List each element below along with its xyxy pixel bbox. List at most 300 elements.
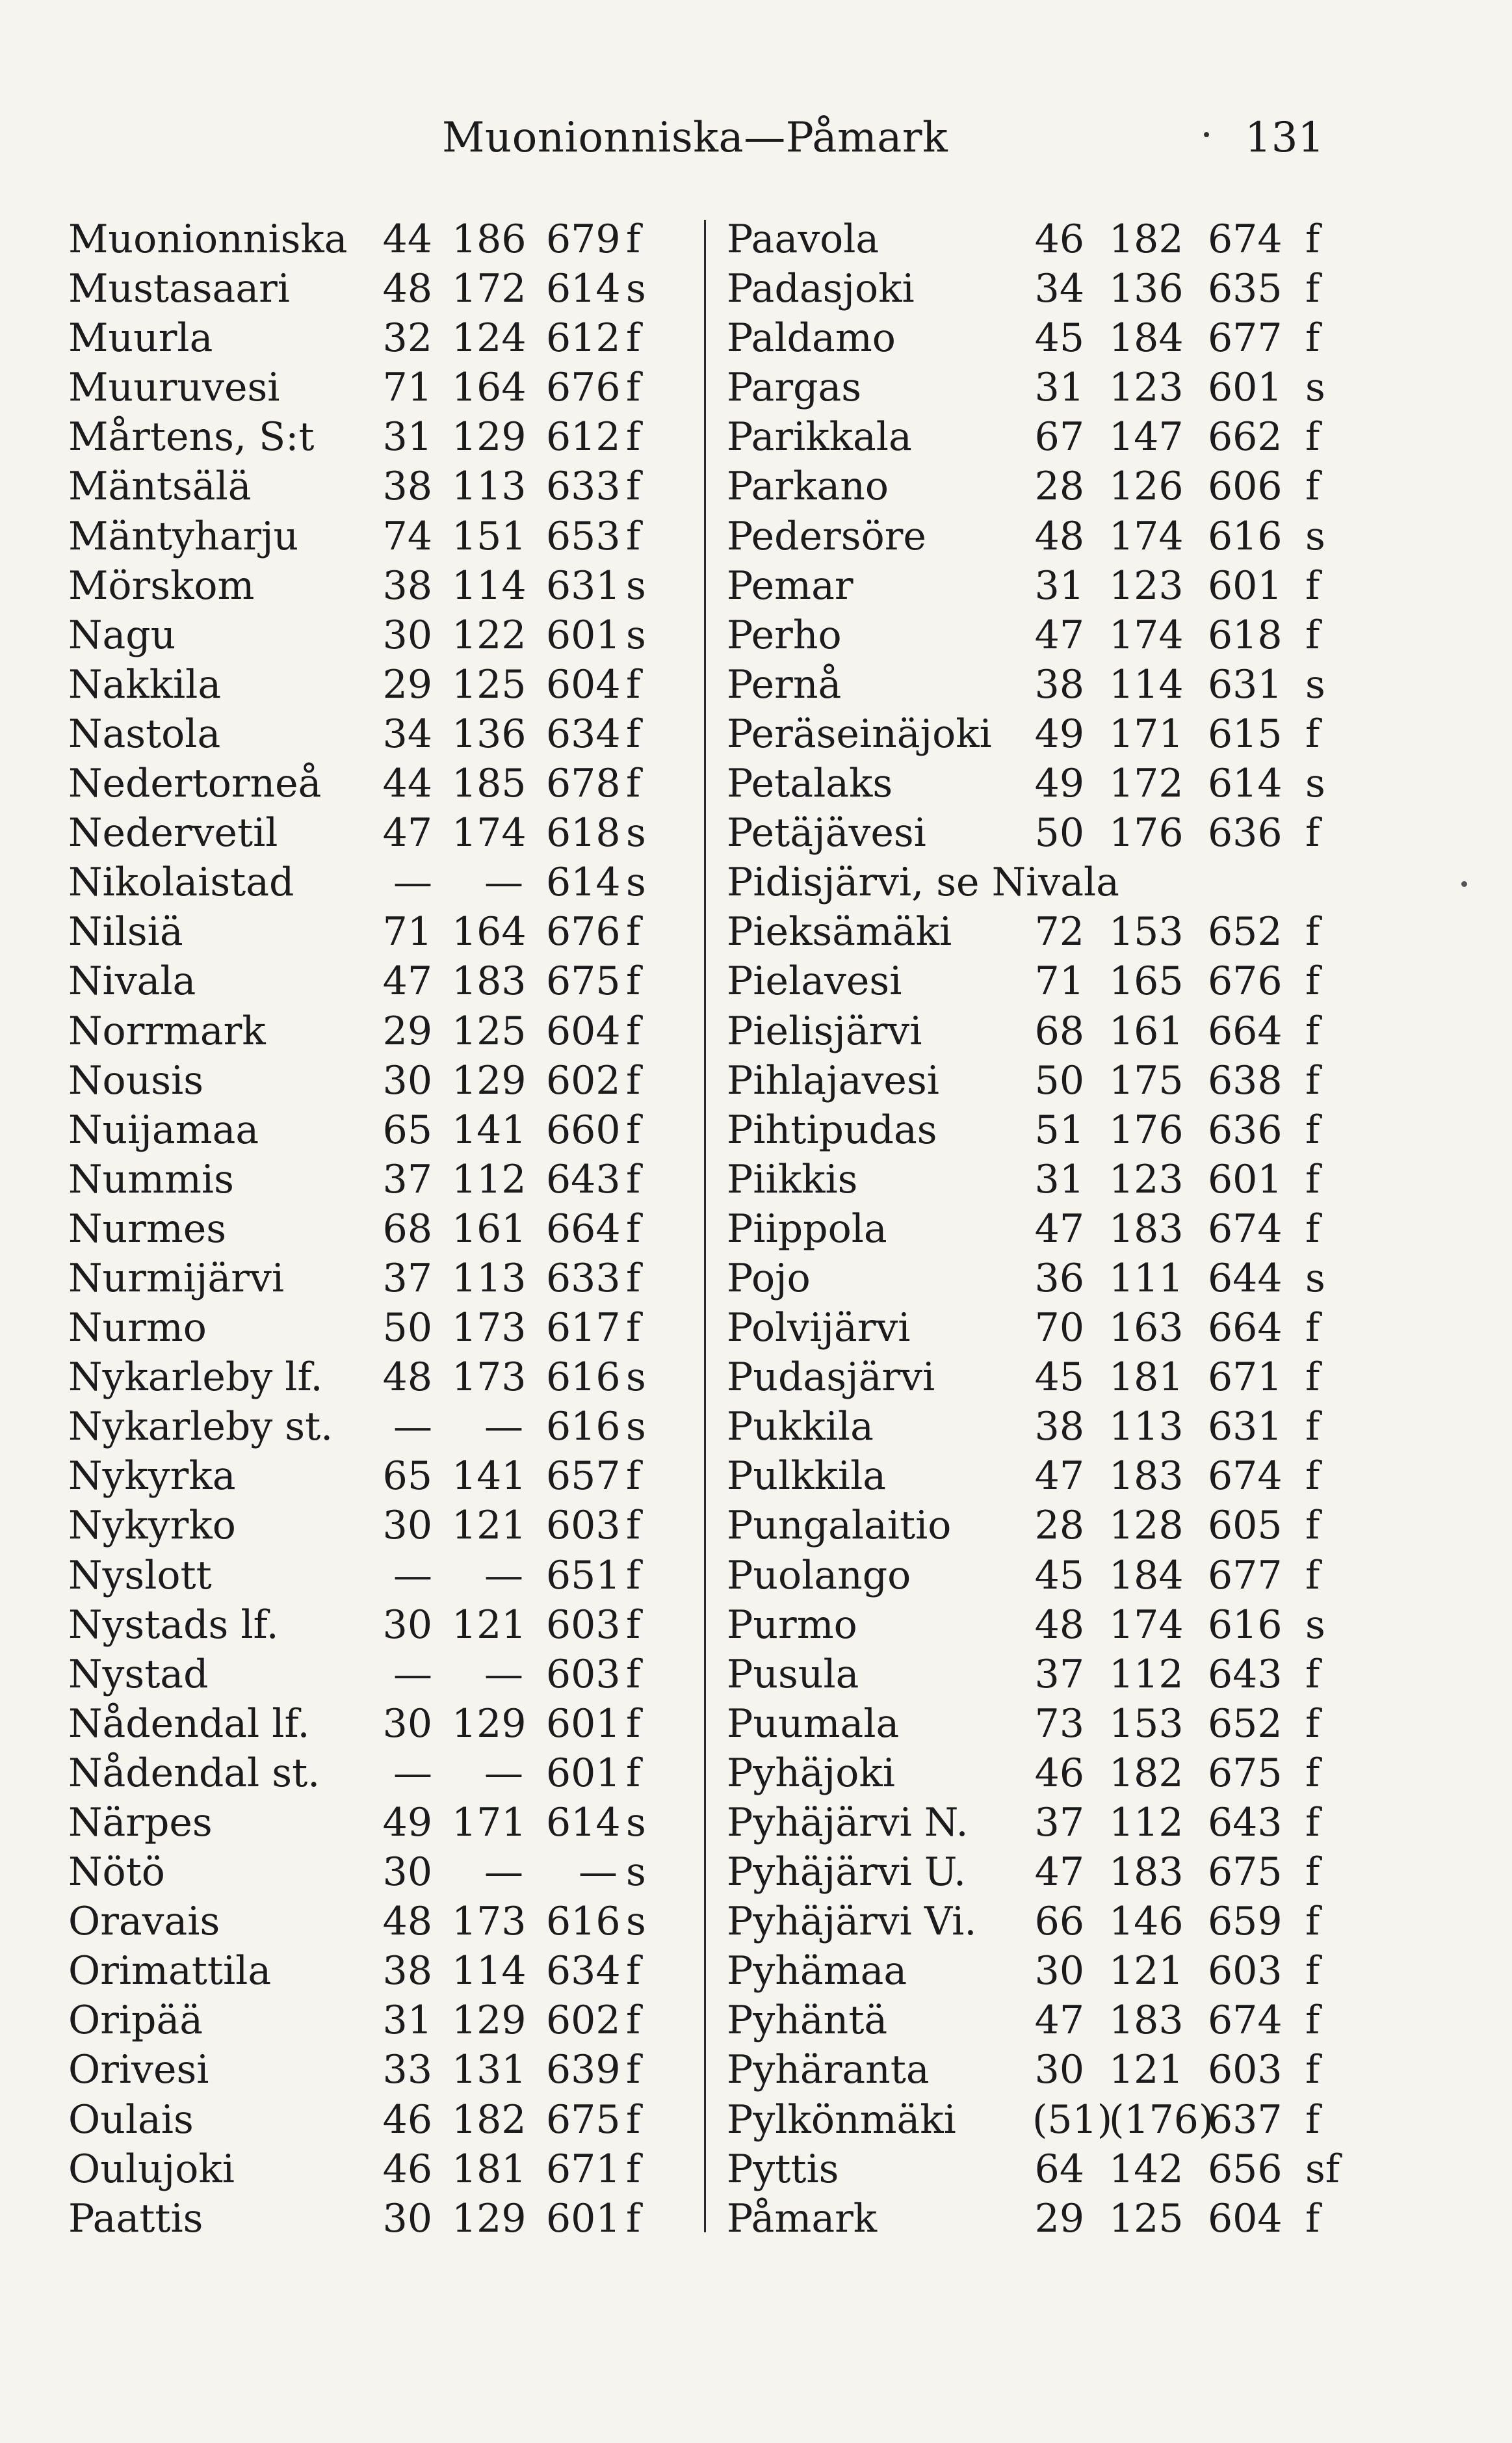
place-name: Nykarleby lf. — [68, 1354, 323, 1401]
value-3: 631 — [546, 562, 621, 609]
type-code: s — [626, 1849, 646, 1895]
value-3: 677 — [1208, 315, 1283, 362]
value-1: 45 — [1034, 315, 1084, 362]
value-2: 171 — [1109, 711, 1184, 757]
value-1: — — [393, 860, 432, 906]
value-1: 30 — [382, 1057, 432, 1103]
value-1: 64 — [1034, 2146, 1084, 2192]
type-code: f — [1305, 958, 1320, 1005]
place-name: Oripää — [68, 1998, 203, 2044]
value-3: 634 — [546, 1948, 621, 1994]
value-2: 176 — [1109, 1107, 1184, 1153]
value-2: 174 — [452, 810, 527, 856]
value-1: 38 — [382, 562, 432, 609]
value-1: — — [393, 1404, 432, 1450]
value-2: 161 — [452, 1206, 527, 1252]
table-row — [727, 1402, 1377, 1451]
value-1: 45 — [1034, 1354, 1084, 1401]
value-3: 604 — [546, 661, 621, 707]
table-row — [68, 1749, 666, 1798]
value-2: 175 — [1109, 1057, 1184, 1103]
value-1: 37 — [1034, 1800, 1084, 1845]
value-1: 30 — [382, 1503, 432, 1549]
type-code: f — [626, 2195, 641, 2241]
place-name: Perho — [727, 612, 842, 658]
place-name: Pyhämaa — [727, 1948, 907, 1994]
right-column — [727, 215, 1377, 2243]
type-code: s — [626, 1800, 646, 1845]
table-row — [727, 1204, 1377, 1254]
value-2: 181 — [1109, 1354, 1184, 1401]
value-1: 48 — [382, 1899, 432, 1945]
table-row — [68, 1650, 666, 1699]
type-code: f — [1305, 2195, 1320, 2241]
type-code: f — [626, 2146, 641, 2192]
value-1: 31 — [1034, 562, 1084, 609]
value-3: 662 — [1208, 414, 1283, 460]
value-2: — — [484, 1651, 523, 1697]
value-3: 656 — [1208, 2146, 1283, 2192]
value-1: 66 — [1034, 1899, 1084, 1945]
type-code: f — [1305, 1998, 1320, 2044]
table-row — [727, 1254, 1377, 1303]
value-1: 30 — [382, 1602, 432, 1648]
type-code: f — [626, 1305, 641, 1351]
value-3: 639 — [546, 2047, 621, 2093]
value-3: 677 — [1208, 1552, 1283, 1598]
value-3: 653 — [546, 513, 621, 559]
value-2: 141 — [452, 1453, 527, 1499]
value-1: 48 — [382, 266, 432, 312]
value-1: 46 — [382, 2146, 432, 2192]
place-name: Pudasjärvi — [727, 1354, 935, 1401]
table-row — [68, 1254, 666, 1303]
place-name: Paldamo — [727, 315, 896, 362]
type-code: f — [1305, 1700, 1320, 1747]
table-row — [68, 1600, 666, 1650]
table-row — [68, 561, 666, 611]
place-name: Nådendal lf. — [68, 1700, 310, 1747]
type-code: s — [626, 1354, 646, 1401]
type-code: f — [1305, 909, 1320, 955]
value-3: 601 — [1208, 562, 1283, 609]
type-code: f — [626, 761, 641, 807]
table-row — [727, 1650, 1377, 1699]
value-3: 614 — [1208, 761, 1283, 807]
place-name: Norrmark — [68, 1008, 266, 1054]
value-1: 30 — [1034, 2047, 1084, 2093]
value-3: 618 — [546, 810, 621, 856]
value-1: 29 — [1034, 2195, 1084, 2241]
value-3: 601 — [546, 612, 621, 658]
value-2: 113 — [452, 464, 527, 510]
value-3: 603 — [546, 1651, 621, 1697]
type-code: f — [1305, 1008, 1320, 1054]
value-2: 153 — [1109, 1700, 1184, 1747]
value-2: 114 — [1109, 661, 1184, 707]
table-row — [727, 1551, 1377, 1600]
value-2: 164 — [452, 909, 527, 955]
value-1: 47 — [1034, 1206, 1084, 1252]
type-code: f — [626, 711, 641, 757]
value-1: 31 — [1034, 1156, 1084, 1202]
place-name: Paattis — [68, 2195, 203, 2241]
value-1: 29 — [382, 1008, 432, 1054]
table-row — [727, 462, 1377, 511]
type-code: f — [1305, 1552, 1320, 1598]
place-name: Paavola — [727, 217, 880, 262]
value-3: 651 — [546, 1552, 621, 1598]
place-name: Orivesi — [68, 2047, 209, 2093]
column-divider — [704, 220, 706, 2232]
table-row — [727, 611, 1377, 660]
value-2: 186 — [452, 217, 527, 262]
value-1: 37 — [1034, 1651, 1084, 1697]
table-row — [727, 215, 1377, 264]
value-2: 173 — [452, 1305, 527, 1351]
value-3: 601 — [1208, 1156, 1283, 1202]
type-code: s — [1305, 661, 1325, 707]
value-2: 174 — [1109, 513, 1184, 559]
value-3: 602 — [546, 1057, 621, 1103]
value-3: 674 — [1208, 1206, 1283, 1252]
value-1: 33 — [382, 2047, 432, 2093]
value-1: 49 — [382, 1800, 432, 1845]
value-2: 181 — [452, 2146, 527, 2192]
value-1: 50 — [382, 1305, 432, 1351]
type-code: f — [1305, 1750, 1320, 1796]
place-name: Puumala — [727, 1700, 900, 1747]
value-1: 47 — [1034, 1998, 1084, 2044]
type-code: f — [626, 1156, 641, 1202]
value-3: 676 — [1208, 958, 1283, 1005]
value-2: 123 — [1109, 562, 1184, 609]
type-code: f — [1305, 1503, 1320, 1549]
value-2: 125 — [452, 661, 527, 707]
value-3: 603 — [546, 1602, 621, 1648]
table-row — [68, 1056, 666, 1105]
table-row — [68, 1353, 666, 1402]
place-name: Parikkala — [727, 414, 912, 460]
value-3: 644 — [1208, 1255, 1283, 1301]
table-row — [68, 1204, 666, 1254]
value-3: 675 — [546, 958, 621, 1005]
value-1: 34 — [1034, 266, 1084, 312]
value-3: 603 — [1208, 1948, 1283, 1994]
value-1: 31 — [382, 414, 432, 460]
table-row — [68, 1551, 666, 1600]
value-1: 47 — [382, 958, 432, 1005]
type-code: s — [626, 1899, 646, 1945]
header-dot — [1204, 132, 1209, 137]
type-code: s — [626, 612, 646, 658]
place-name: Padasjoki — [727, 266, 915, 312]
value-2: 184 — [1109, 315, 1184, 362]
place-name: Pihtipudas — [727, 1107, 937, 1153]
place-name: Nummis — [68, 1156, 234, 1202]
value-3: 678 — [546, 761, 621, 807]
type-code: f — [1305, 1849, 1320, 1895]
value-1: 30 — [382, 2195, 432, 2241]
place-name: Nastola — [68, 711, 221, 757]
table-row — [727, 1946, 1377, 1996]
type-code: s — [1305, 1602, 1325, 1648]
table-row — [727, 1451, 1377, 1501]
value-3: 671 — [1208, 1354, 1283, 1401]
table-row — [727, 709, 1377, 759]
value-2: — — [484, 1552, 523, 1598]
value-1: 67 — [1034, 414, 1084, 460]
place-name: Parkano — [727, 464, 889, 510]
value-1: 50 — [1034, 1057, 1084, 1103]
value-1: 36 — [1034, 1255, 1084, 1301]
value-2: 183 — [1109, 1453, 1184, 1499]
value-3: — — [579, 1849, 618, 1895]
value-2: 123 — [1109, 1156, 1184, 1202]
type-code: f — [626, 2047, 641, 2093]
table-row — [727, 313, 1377, 363]
value-2: 112 — [1109, 1800, 1184, 1845]
place-name: Piippola — [727, 1206, 887, 1252]
value-1: 37 — [382, 1156, 432, 1202]
table-row — [727, 2194, 1377, 2243]
table-row — [727, 957, 1377, 1006]
table-row — [68, 1699, 666, 1749]
type-code: f — [626, 1107, 641, 1153]
table-row — [68, 660, 666, 709]
value-3: 637 — [1208, 2096, 1283, 2143]
value-3: 601 — [1208, 365, 1283, 411]
table-row — [727, 412, 1377, 462]
table-row — [68, 1303, 666, 1353]
value-2: 174 — [1109, 1602, 1184, 1648]
value-2: 184 — [1109, 1552, 1184, 1598]
value-2: 183 — [1109, 1998, 1184, 2044]
value-3: 671 — [546, 2146, 621, 2192]
value-3: 638 — [1208, 1057, 1283, 1103]
value-2: 126 — [1109, 464, 1184, 510]
place-name: Oulujoki — [68, 2146, 235, 2192]
table-row — [727, 1847, 1377, 1897]
place-name: Nurmes — [68, 1206, 227, 1252]
place-name: Pyhäjärvi Vi. — [727, 1899, 977, 1945]
table-row — [68, 264, 666, 313]
value-1: 31 — [1034, 365, 1084, 411]
table-row — [68, 215, 666, 264]
table-row — [727, 858, 1377, 907]
table-row — [727, 1996, 1377, 2045]
value-2: 125 — [452, 1008, 527, 1054]
type-code: f — [1305, 1156, 1320, 1202]
value-1: 65 — [382, 1453, 432, 1499]
value-2: 121 — [1109, 1948, 1184, 1994]
type-code: f — [1305, 1651, 1320, 1697]
value-2: 146 — [1109, 1899, 1184, 1945]
type-code: s — [626, 860, 646, 906]
value-1: 72 — [1034, 909, 1084, 955]
place-name: Muonionniska — [68, 217, 348, 262]
type-code: f — [626, 1602, 641, 1648]
table-row — [727, 1749, 1377, 1798]
table-row — [68, 1451, 666, 1501]
value-3: 664 — [1208, 1008, 1283, 1054]
value-2: 129 — [452, 414, 527, 460]
place-name: Mörskom — [68, 562, 255, 609]
table-row — [727, 808, 1377, 858]
value-3: 675 — [1208, 1750, 1283, 1796]
table-row — [68, 2194, 666, 2243]
place-name: Påmark — [727, 2195, 878, 2241]
type-code: f — [626, 1750, 641, 1796]
place-name: Pungalaitio — [727, 1503, 952, 1549]
type-code: f — [626, 217, 641, 262]
value-3: 614 — [546, 1800, 621, 1845]
value-3: 604 — [1208, 2195, 1283, 2241]
value-1: 50 — [1034, 810, 1084, 856]
place-name: Pylkönmäki — [727, 2096, 956, 2143]
value-1: 28 — [1034, 1503, 1084, 1549]
type-code: f — [626, 661, 641, 707]
type-code: s — [1305, 513, 1325, 559]
value-1: — — [393, 1651, 432, 1697]
place-name: Petalaks — [727, 761, 893, 807]
value-3: 601 — [546, 1700, 621, 1747]
type-code: f — [626, 1503, 641, 1549]
value-3: 676 — [546, 909, 621, 955]
value-1: 30 — [382, 1849, 432, 1895]
place-name: Pojo — [727, 1255, 811, 1301]
value-3: 679 — [546, 217, 621, 262]
place-name: Pyhäjärvi N. — [727, 1800, 969, 1845]
value-1: (51) — [1032, 2096, 1113, 2143]
type-code: f — [626, 464, 641, 510]
value-1: 32 — [382, 315, 432, 362]
value-1: 28 — [1034, 464, 1084, 510]
value-2: 141 — [452, 1107, 527, 1153]
value-1: 48 — [1034, 513, 1084, 559]
value-1: 31 — [382, 1998, 432, 2044]
place-name: Oravais — [68, 1899, 220, 1945]
place-name: Nuijamaa — [68, 1107, 259, 1153]
table-row — [727, 759, 1377, 808]
value-2: 124 — [452, 315, 527, 362]
type-code: f — [626, 1700, 641, 1747]
type-code: f — [1305, 2047, 1320, 2093]
value-2: 122 — [452, 612, 527, 658]
value-2: 172 — [1109, 761, 1184, 807]
left-column — [68, 215, 666, 2243]
value-2: 176 — [1109, 810, 1184, 856]
type-code: f — [1305, 1948, 1320, 1994]
value-3: 634 — [546, 711, 621, 757]
value-3: 664 — [1208, 1305, 1283, 1351]
value-3: 614 — [546, 266, 621, 312]
page-header — [0, 114, 1512, 172]
place-name: Nilsiä — [68, 909, 183, 955]
place-name: Pyhäranta — [727, 2047, 930, 2093]
value-1: 49 — [1034, 761, 1084, 807]
type-code: f — [1305, 1404, 1320, 1450]
place-name: Nurmo — [68, 1305, 207, 1351]
value-3: 616 — [1208, 513, 1283, 559]
place-name: Nykyrko — [68, 1503, 236, 1549]
value-3: 675 — [546, 2096, 621, 2143]
value-1: 38 — [1034, 661, 1084, 707]
table-row — [68, 1155, 666, 1204]
type-code: f — [1305, 266, 1320, 312]
value-3: 615 — [1208, 711, 1283, 757]
value-3: 674 — [1208, 217, 1283, 262]
value-2: 129 — [452, 1700, 527, 1747]
value-2: 185 — [452, 761, 527, 807]
value-2: 129 — [452, 2195, 527, 2241]
value-2: — — [484, 1404, 523, 1450]
value-1: 47 — [1034, 612, 1084, 658]
place-name: Nykyrka — [68, 1453, 236, 1499]
place-name: Pyhäjärvi U. — [727, 1849, 967, 1895]
value-3: 660 — [546, 1107, 621, 1153]
type-code: f — [1305, 1453, 1320, 1499]
place-name: Polvijärvi — [727, 1305, 911, 1351]
table-row — [727, 1600, 1377, 1650]
value-3: 606 — [1208, 464, 1283, 510]
type-code: f — [626, 1651, 641, 1697]
type-code: f — [626, 414, 641, 460]
value-2: 173 — [452, 1899, 527, 1945]
place-name: Pernå — [727, 661, 842, 707]
type-code: f — [626, 909, 641, 955]
place-name: Purmo — [727, 1602, 857, 1648]
value-3: 643 — [546, 1156, 621, 1202]
value-2: 113 — [452, 1255, 527, 1301]
table-row — [727, 1155, 1377, 1204]
value-3: 612 — [546, 315, 621, 362]
place-name: Pyttis — [727, 2146, 839, 2192]
table-row — [68, 1946, 666, 1996]
place-name: Mäntsälä — [68, 464, 252, 510]
value-2: 182 — [1109, 1750, 1184, 1796]
page-number: 131 — [1245, 114, 1325, 162]
table-row — [68, 1897, 666, 1946]
table-row — [68, 858, 666, 907]
type-code: f — [1305, 1057, 1320, 1103]
value-1: 48 — [382, 1354, 432, 1401]
value-1: 44 — [382, 761, 432, 807]
table-row — [68, 313, 666, 363]
value-1: 37 — [382, 1255, 432, 1301]
value-1: 71 — [382, 365, 432, 411]
value-2: 112 — [452, 1156, 527, 1202]
value-2: 111 — [1109, 1255, 1184, 1301]
value-2: 128 — [1109, 1503, 1184, 1549]
value-3: 603 — [1208, 2047, 1283, 2093]
table-row — [68, 512, 666, 561]
value-2: 174 — [1109, 612, 1184, 658]
table-row — [68, 363, 666, 412]
table-row — [68, 759, 666, 808]
place-name: Pulkkila — [727, 1453, 887, 1499]
place-name: Mäntyharju — [68, 513, 299, 559]
value-1: 70 — [1034, 1305, 1084, 1351]
value-2: 171 — [452, 1800, 527, 1845]
place-name: Muurla — [68, 315, 213, 362]
table-row — [68, 957, 666, 1006]
value-3: 601 — [546, 1750, 621, 1796]
value-2: 129 — [452, 1998, 527, 2044]
type-code: s — [1305, 1255, 1325, 1301]
place-name: Pukkila — [727, 1404, 874, 1450]
value-2: 153 — [1109, 909, 1184, 955]
